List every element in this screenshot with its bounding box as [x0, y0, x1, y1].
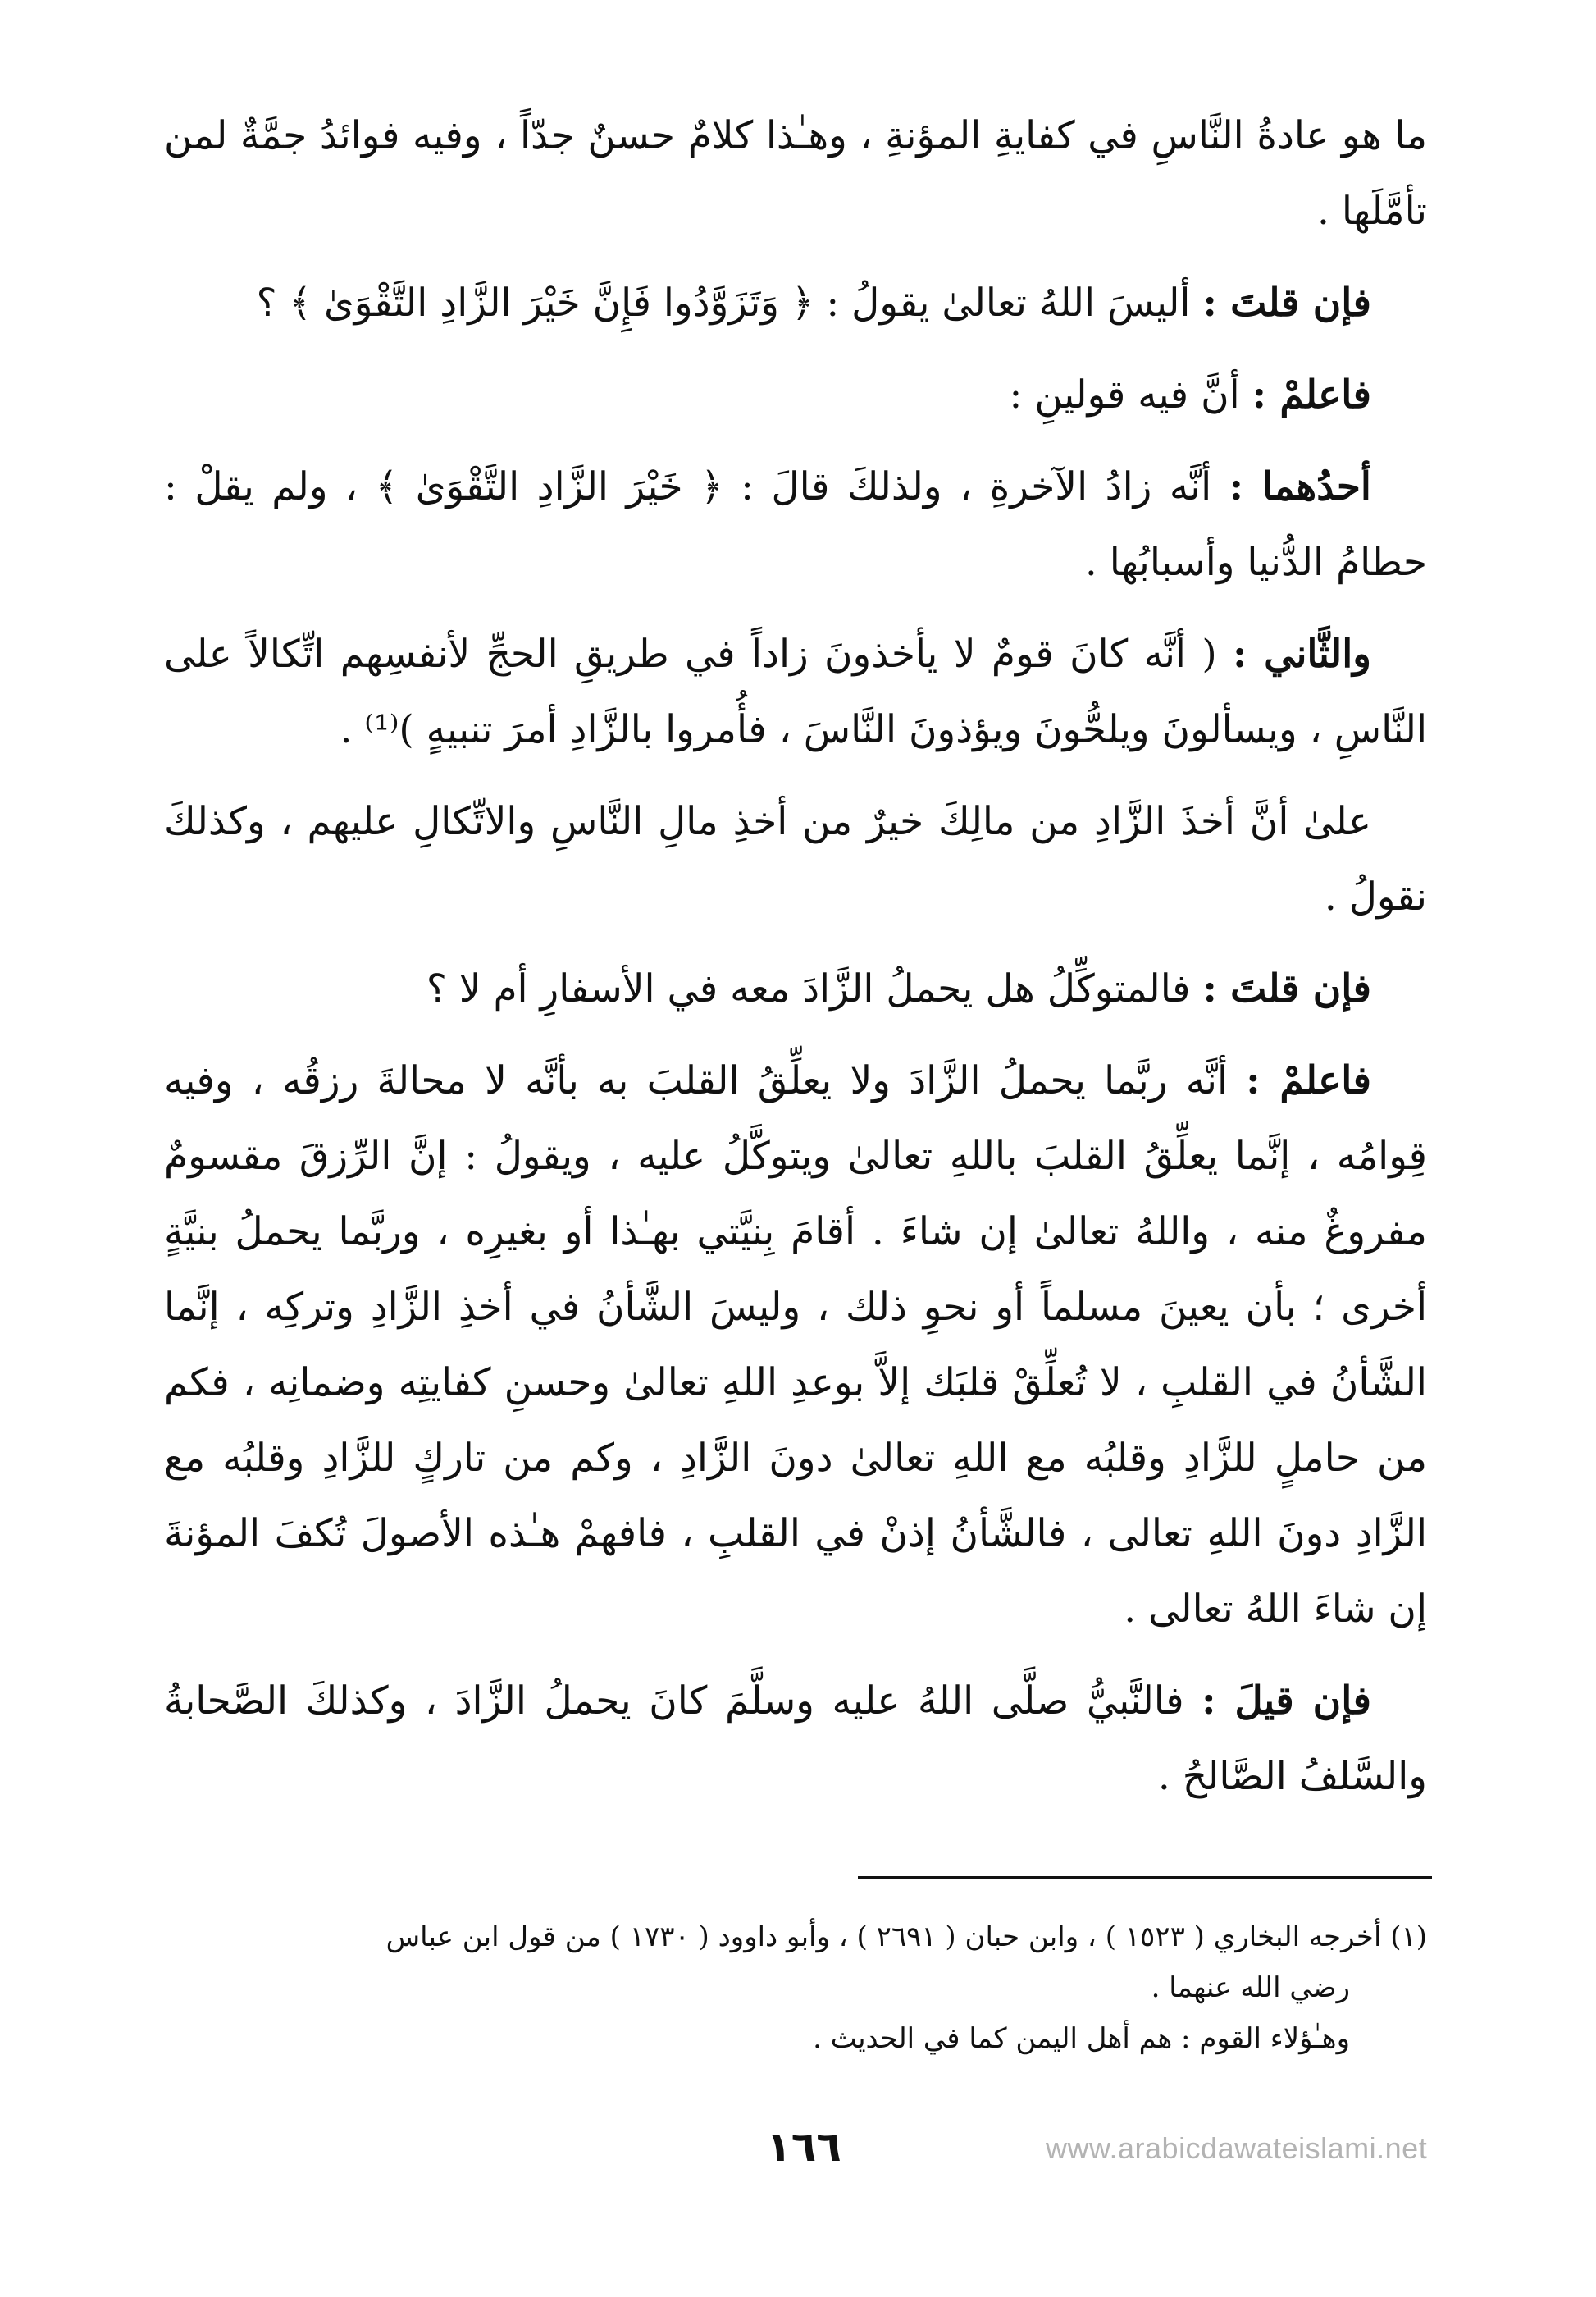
paragraph-8: [164, 1043, 1427, 1647]
paragraph-text: ( أنَّه كانَ قومٌ لا يأخذونَ زاداً في طريقِ الحجِّ لأنفسِهم اتِّكالاً على النَّاسِ ، ويسألونَ ويلحُّونَ ويؤذونَ النَّاسَ ، فأُمروا بالزَّادِ أمرَ تنبيهٍ )⁽¹⁾ .: [164, 632, 1427, 752]
paragraph-lead: والثَّاني :: [1233, 632, 1372, 677]
paragraph-lead: فإن قلتَ :: [1202, 966, 1371, 1012]
paragraph-5: [164, 617, 1427, 768]
paragraph-text: ما هو عادةُ النَّاسِ في كفايةِ المؤنةِ ، وهـٰذا كلامٌ حسنٌ جدّاً ، وفيه فوائدُ جمَّةٌ لمن تأمَّلَها .: [164, 113, 1427, 234]
page-number: ١٦٦: [766, 2123, 841, 2171]
paragraph-1: [164, 98, 1427, 249]
paragraph-7: [164, 952, 1427, 1027]
footnote-separator: [858, 1876, 1432, 1879]
paragraph-text: علىٰ أنَّ أخذَ الزَّادِ من مالِكَ خيرٌ من أخذِ مالِ النَّاسِ والاتِّكالِ عليهم ، وكذلكَ نقولُ .: [164, 799, 1427, 920]
footnote-1: [164, 1911, 1427, 1962]
watermark-url: www.arabicdawateislami.net: [1046, 2131, 1428, 2165]
paragraph-lead: فإن قيلَ :: [1202, 1678, 1371, 1724]
paragraph-text: فالنَّبيُّ صلَّى اللهُ عليه وسلَّمَ كانَ يحملُ الزَّادَ ، وكذلكَ الصَّحابةُ والسَّلفُ الصَّالحُ .: [164, 1678, 1427, 1799]
paragraph-text: أليسَ اللهُ تعالىٰ يقولُ : ﴿ وَتَزَوَّدُوا فَإِنَّ خَيْرَ الزَّادِ التَّقْوَىٰ ﴾ ؟: [256, 281, 1191, 326]
paragraph-6: [164, 784, 1427, 935]
paragraph-text: أنَّه زادُ الآخرةِ ، ولذلكَ قالَ : ﴿ خَيْرَ الزَّادِ التَّقْوَىٰ ﴾ ، ولم يقلْ : حطامُ الدُّنيا وأسبابُها .: [164, 464, 1427, 585]
paragraph-2: [164, 266, 1427, 341]
paragraph-9: [164, 1664, 1427, 1815]
paragraph-3: [164, 358, 1427, 433]
footnote-text: أخرجه البخاري ( ١٥٢٣ ) ، وابن حبان ( ٢٦٩١ ) ، وأبو داوود ( ١٧٣٠ ) من قول ابن عباس: [385, 1920, 1382, 1953]
paragraph-text: أنَّ فيه قولينِ :: [1009, 372, 1240, 418]
paragraph-lead: فاعلمْ :: [1246, 1058, 1371, 1103]
paragraph-lead: أحدُهما :: [1229, 464, 1371, 509]
book-page-body: [164, 98, 1427, 1831]
paragraph-lead: فاعلمْ :: [1252, 372, 1371, 418]
footnote-note: وهـٰؤلاء القوم : هم أهل اليمن كما في الحديث .: [813, 2022, 1350, 2055]
paragraph-lead: فإن قلتَ :: [1202, 281, 1371, 326]
paragraph-text: أنَّه ربَّما يحملُ الزَّادَ ولا يعلِّقُ القلبَ به بأنَّه لا محالةَ رزقُه ، وفيه قِوامُه ، إنَّما يعلِّقُ القلبَ باللهِ تعالىٰ ويتوكَّلُ عليه ، ويقولُ : إنَّ الرِّزقَ مقسومٌ مفروغٌ منه ، واللهُ تعالىٰ إن شاءَ . أقامَ بِنيَّتي بهـٰذا أو بغيرِه ، وربَّما يحملُ بنيَّةٍ أخرى ؛ بأن يعينَ مسلماً أو نحوِ ذلك ، وليسَ الشَّأنُ في أخذِ الزَّادِ وتركِه ، إنَّما الشَّأنُ في القلبِ ، لا تُعلِّقْ قلبَك إلاَّ بوعدِ اللهِ تعالىٰ وحسنِ كفايتِه وضمانِه ، فكم من حاملٍ للزَّادِ وقلبُه مع اللهِ تعالىٰ دونَ الزَّادِ ، وكم من تاركٍ للزَّادِ وقلبُه مع الزَّادِ دونَ اللهِ تعالى ، فالشَّأنُ إذنْ في القلبِ ، فافهمْ هـٰذه الأصولَ تُكفَ المؤنةَ إن شاءَ اللهُ تعالى .: [164, 1058, 1427, 1632]
paragraph-4: [164, 450, 1427, 601]
footnote-marker: (١): [1390, 1920, 1427, 1953]
paragraph-text: فالمتوكِّلُ هل يحملُ الزَّادَ معه في الأسفارِ أم لا ؟: [426, 966, 1191, 1012]
footnote-continuation: رضي الله عنهما .: [1151, 1971, 1350, 2004]
footnotes: [164, 1911, 1427, 2064]
